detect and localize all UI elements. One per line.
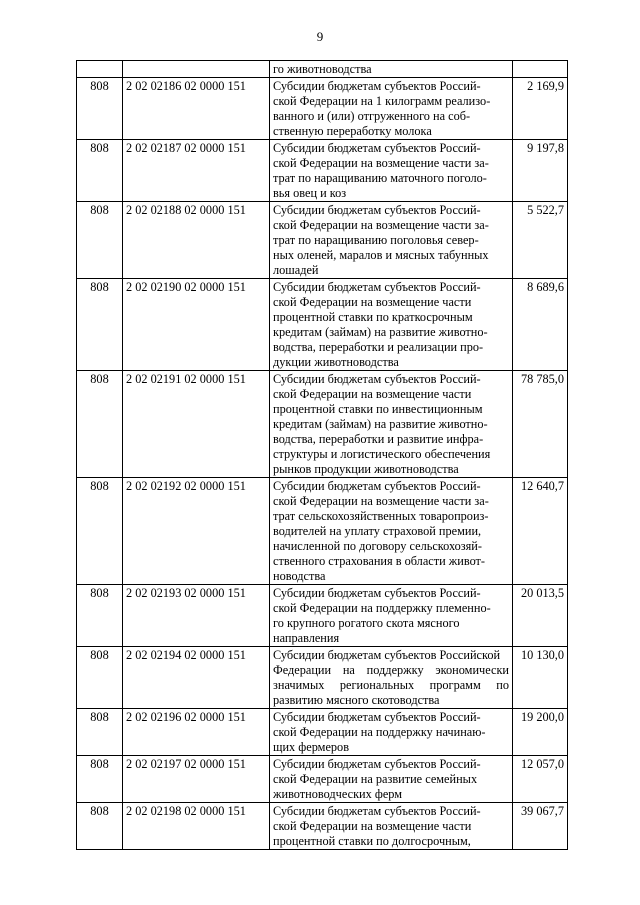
table-row — [77, 61, 568, 78]
revenue-name-cell — [270, 279, 513, 371]
admin-code-cell — [77, 61, 123, 78]
revenue-name-cell — [270, 478, 513, 585]
revenue-name-line: развитию мясного скотоводства — [273, 693, 440, 707]
admin-code-cell: 808 — [77, 371, 123, 478]
amount-cell: 78 785,0 — [513, 371, 568, 478]
revenue-name-line: ванного и (или) отгруженного на соб- — [273, 109, 471, 123]
revenue-name-line: ской Федерации на возмещение части за- — [273, 218, 489, 232]
budget-classification-code-cell: 2 02 02190 02 0000 151 — [123, 279, 270, 371]
revenue-name-line: ской Федерации на поддержку племенно- — [273, 601, 491, 615]
revenue-name-line: Субсидии бюджетам субъектов Россий- — [273, 280, 481, 294]
revenue-name-line: направления — [273, 631, 340, 645]
table-row — [77, 371, 568, 478]
revenue-name-line: кредитам (займам) на развитие животно- — [273, 417, 488, 431]
amount-cell: 2 169,9 — [513, 78, 568, 140]
revenue-name-line: ственного страхования в области живот- — [273, 554, 486, 568]
revenue-name-line: значимых региональных программ по — [273, 678, 509, 692]
revenue-name-line: трат по наращиванию поголовья север- — [273, 233, 479, 247]
revenue-name-line: ственную переработку молока — [273, 124, 432, 138]
revenue-name-cell — [270, 803, 513, 850]
amount-cell — [513, 61, 568, 78]
admin-code-cell: 808 — [77, 585, 123, 647]
revenue-name-line: Субсидии бюджетам субъектов Россий- — [273, 710, 481, 724]
table-row — [77, 279, 568, 371]
revenue-name-cell — [270, 585, 513, 647]
admin-code-cell: 808 — [77, 709, 123, 756]
revenue-name-line: Субсидии бюджетам субъектов Российской — [273, 648, 501, 662]
revenue-name-cell — [270, 709, 513, 756]
amount-cell: 5 522,7 — [513, 202, 568, 279]
budget-classification-code-cell: 2 02 02196 02 0000 151 — [123, 709, 270, 756]
budget-classification-code-cell — [123, 61, 270, 78]
revenue-name-line: Субсидии бюджетам субъектов Россий- — [273, 757, 481, 771]
budget-classification-code-cell: 2 02 02192 02 0000 151 — [123, 478, 270, 585]
revenue-name-line: процентной ставки по краткосрочным — [273, 310, 473, 324]
page-number: 9 — [316, 29, 324, 44]
table-row — [77, 202, 568, 279]
revenue-name-line: Субсидии бюджетам субъектов Россий- — [273, 141, 481, 155]
revenue-name-line: трат по наращиванию маточного поголо- — [273, 171, 487, 185]
budget-classification-code-cell: 2 02 02198 02 0000 151 — [123, 803, 270, 850]
budget-classification-code-cell: 2 02 02186 02 0000 151 — [123, 78, 270, 140]
revenue-name-cell — [270, 371, 513, 478]
revenue-name-line: ской Федерации на развитие семейных — [273, 772, 478, 786]
revenue-name-line: рынков продукции животноводства — [273, 462, 459, 476]
revenue-name-line: дукции животноводства — [273, 355, 399, 369]
amount-cell: 9 197,8 — [513, 140, 568, 202]
admin-code-cell: 808 — [77, 647, 123, 709]
revenue-name-line: го животноводства — [273, 62, 372, 76]
revenue-name-cell — [270, 202, 513, 279]
amount-cell: 39 067,7 — [513, 803, 568, 850]
revenue-name-line: Субсидии бюджетам субъектов Россий- — [273, 586, 481, 600]
admin-code-cell: 808 — [77, 478, 123, 585]
revenue-name-line: Субсидии бюджетам субъектов Россий- — [273, 804, 481, 818]
table-row — [77, 803, 568, 850]
revenue-name-line: водства, переработки и развитие инфра- — [273, 432, 484, 446]
table-row — [77, 140, 568, 202]
revenue-name-line: ных оленей, маралов и мясных табунных — [273, 248, 489, 262]
amount-cell: 12 057,0 — [513, 756, 568, 803]
budget-classification-code-cell: 2 02 02188 02 0000 151 — [123, 202, 270, 279]
revenue-name-line: процентной ставки по долгосрочным, — [273, 834, 471, 848]
revenue-name-line: го крупного рогатого скота мясного — [273, 616, 460, 630]
revenue-name-line: водства, переработки и реализации про- — [273, 340, 484, 354]
admin-code-cell: 808 — [77, 202, 123, 279]
admin-code-cell: 808 — [77, 140, 123, 202]
revenue-name-line: Субсидии бюджетам субъектов Россий- — [273, 479, 481, 493]
revenue-name-line: животноводческих ферм — [273, 787, 403, 801]
admin-code-cell: 808 — [77, 803, 123, 850]
revenue-name-line: ской Федерации на возмещение части — [273, 387, 472, 401]
revenue-name-line: ской Федерации на возмещение части за- — [273, 494, 489, 508]
revenue-name-line: ской Федерации на поддержку начинаю- — [273, 725, 486, 739]
table-body — [77, 61, 568, 850]
table-row — [77, 709, 568, 756]
revenue-name-line: ской Федерации на возмещение части — [273, 295, 472, 309]
revenue-name-line: Субсидии бюджетам субъектов Россий- — [273, 203, 481, 217]
revenue-name-line: ской Федерации на 1 килограмм реализо- — [273, 94, 491, 108]
revenue-name-line: структуры и логистического обеспечения — [273, 447, 491, 461]
amount-cell: 20 013,5 — [513, 585, 568, 647]
amount-cell: 19 200,0 — [513, 709, 568, 756]
revenue-name-line: начисленной по договору сельскохозяй- — [273, 539, 482, 553]
table-row — [77, 585, 568, 647]
revenue-name-line: щих фермеров — [273, 740, 350, 754]
revenue-name-line: процентной ставки по инвестиционным — [273, 402, 483, 416]
amount-cell: 8 689,6 — [513, 279, 568, 371]
revenue-name-line: новодства — [273, 569, 326, 583]
revenue-name-line: ской Федерации на возмещение части за- — [273, 156, 489, 170]
revenue-name-line: водителей на уплату страховой премии, — [273, 524, 482, 538]
budget-classification-code-cell: 2 02 02191 02 0000 151 — [123, 371, 270, 478]
budget-revenue-table — [76, 60, 568, 850]
table-row — [77, 756, 568, 803]
budget-classification-code-cell: 2 02 02193 02 0000 151 — [123, 585, 270, 647]
revenue-name-cell — [270, 756, 513, 803]
revenue-name-cell — [270, 78, 513, 140]
budget-classification-code-cell: 2 02 02197 02 0000 151 — [123, 756, 270, 803]
admin-code-cell: 808 — [77, 756, 123, 803]
revenue-name-line: Федерации на поддержку экономически — [273, 663, 509, 677]
amount-cell: 12 640,7 — [513, 478, 568, 585]
budget-classification-code-cell: 2 02 02187 02 0000 151 — [123, 140, 270, 202]
revenue-name-line: ской Федерации на возмещение части — [273, 819, 472, 833]
revenue-name-line: Субсидии бюджетам субъектов Россий- — [273, 79, 481, 93]
revenue-name-line: кредитам (займам) на развитие животно- — [273, 325, 488, 339]
revenue-name-line: лошадей — [273, 263, 319, 277]
revenue-name-line: Субсидии бюджетам субъектов Россий- — [273, 372, 481, 386]
revenue-name-cell — [270, 61, 513, 78]
admin-code-cell: 808 — [77, 78, 123, 140]
budget-classification-code-cell: 2 02 02194 02 0000 151 — [123, 647, 270, 709]
admin-code-cell: 808 — [77, 279, 123, 371]
revenue-name-line: трат сельскохозяйственных товаропроиз- — [273, 509, 489, 523]
table-row — [77, 478, 568, 585]
revenue-name-cell — [270, 140, 513, 202]
amount-cell: 10 130,0 — [513, 647, 568, 709]
revenue-name-line: вья овец и коз — [273, 186, 347, 200]
table-row — [77, 78, 568, 140]
revenue-name-cell — [270, 647, 513, 709]
table-row — [77, 647, 568, 709]
